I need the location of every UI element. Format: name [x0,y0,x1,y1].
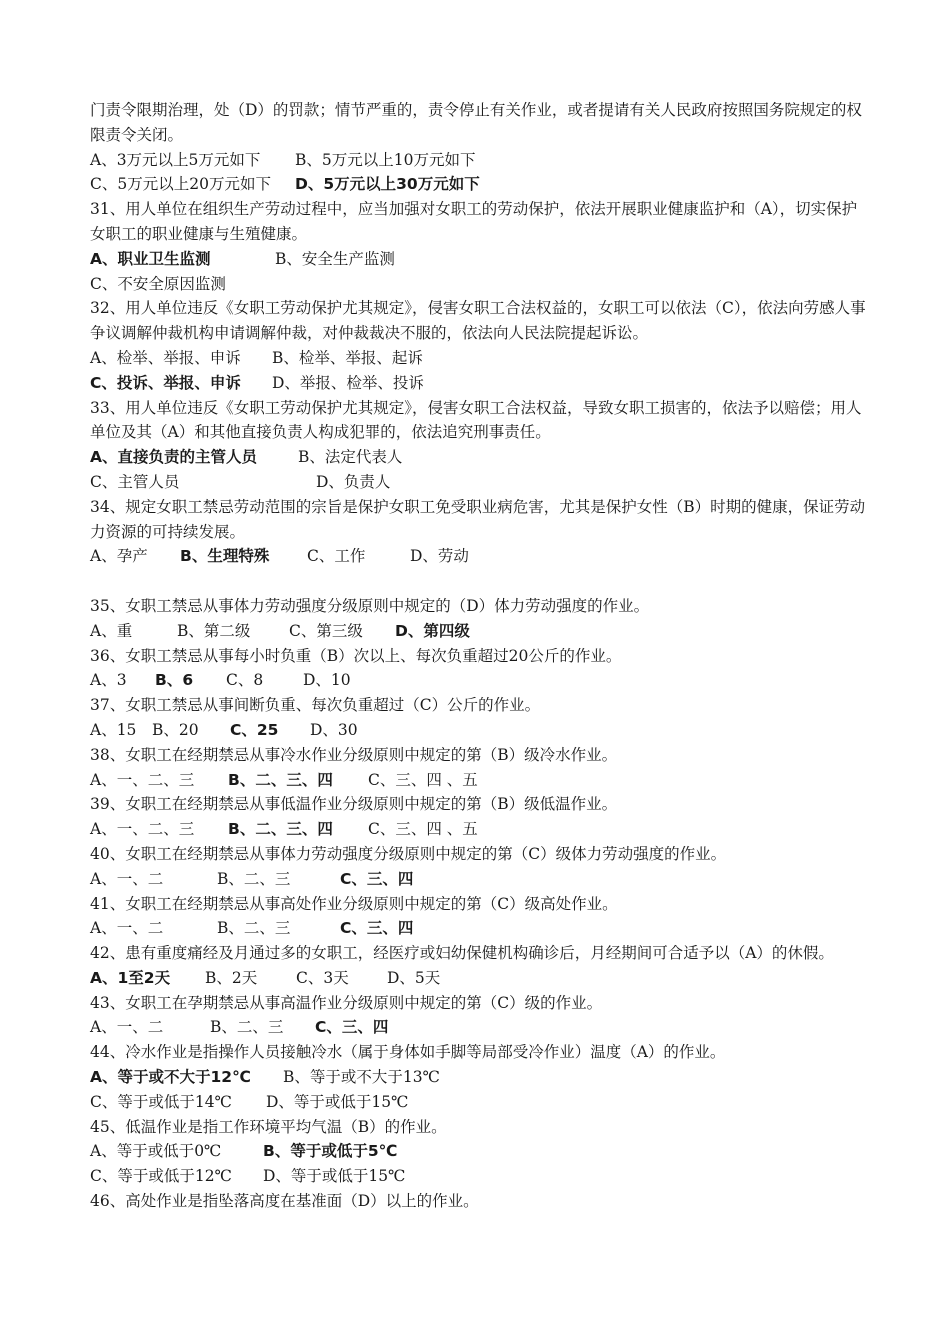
correct-answer-option: C、三、四 [315,1018,389,1037]
answer-option: C、第三级 [289,621,363,640]
answer-option: A、3万元以上5万元如下 [90,150,261,169]
question-text: 41、女职工在经期禁忌从事高处作业分级原则中规定的第（C）级高处作业。 [90,894,618,913]
answer-option: D、等于或低于15℃ [266,1092,409,1111]
answer-options [90,867,870,892]
answer-option: A、一、二 [90,919,164,938]
answer-options [90,346,870,371]
answer-option: C、三、四 、五 [368,770,478,789]
answer-option: A、一、二、三 [90,820,195,839]
answer-option: B、5万元以上10万元如下 [295,150,476,169]
answer-options [90,718,870,743]
answer-option: B、等于或不大于13℃ [283,1068,440,1087]
correct-answer-option: A、直接负责的主管人员 [90,448,257,467]
answer-options [90,619,870,644]
answer-option: C、5万元以上20万元如下 [90,175,271,194]
answer-option: A、重 [90,621,133,640]
correct-answer-option: D、第四级 [395,621,470,640]
answer-option: C、3天 [296,968,349,987]
answer-option: B、二、三 [217,869,291,888]
answer-option: A、15 [90,720,137,739]
question-text: 39、女职工在经期禁忌从事低温作业分级原则中规定的第（B）级低温作业。 [90,795,618,814]
answer-option: B、检举、举报、起诉 [272,348,423,367]
answer-options [90,470,870,495]
answer-option: D、劳动 [410,547,469,566]
answer-option: A、孕产 [90,547,148,566]
correct-answer-option: C、三、四 [340,919,414,938]
answer-option: A、等于或低于0℃ [90,1142,222,1161]
answer-options [90,966,870,991]
answer-option: B、2天 [205,968,258,987]
correct-answer-option: A、职业卫生监测 [90,249,211,268]
answer-option: C、工作 [307,547,366,566]
question-text: 44、冷水作业是指操作人员接触冷水（属于身体如手脚等局部受冷作业）温度（A）的作业。 [90,1043,726,1062]
document-page [90,98,870,1214]
correct-answer-option: B、生理特殊 [180,547,270,566]
correct-answer-option: A、等于或不大于12℃ [90,1068,251,1087]
correct-answer-option: B、等于或低于5℃ [263,1142,398,1161]
answer-option: B、二、三 [217,919,291,938]
answer-option: D、负责人 [316,472,391,491]
question-text: 42、患有重度痛经及月通过多的女职工，经医疗或妇幼保健机构确诊后，月经期间可合适予以（A）的休假。 [90,944,834,963]
answer-option: B、20 [152,720,199,739]
answer-option: C、8 [226,671,264,690]
question-text: 43、女职工在孕期禁忌从事高温作业分级原则中规定的第（C）级的作业。 [90,993,603,1012]
answer-options [90,172,870,197]
answer-options [90,1015,870,1040]
answer-options [90,768,870,793]
question-text: 35、女职工禁忌从事体力劳动强度分级原则中规定的（D）体力劳动强度的作业。 [90,596,650,615]
answer-option: C、等于或低于14℃ [90,1092,232,1111]
answer-options [90,247,870,272]
correct-answer-option: C、三、四 [340,869,414,888]
answer-options [90,817,870,842]
answer-option: B、第二级 [177,621,251,640]
answer-options [90,1164,870,1189]
question-text: 45、低温作业是指工作环境平均气温（B）的作业。 [90,1117,447,1136]
question-text: 40、女职工在经期禁忌从事体力劳动强度分级原则中规定的第（C）级体力劳动强度的作业。 [90,844,727,863]
answer-option: B、二、三 [210,1018,284,1037]
answer-option: C、等于或低于12℃ [90,1167,232,1186]
answer-option: B、法定代表人 [298,448,403,467]
answer-option: B、安全生产监测 [275,249,395,268]
question-text: 34、规定女职工禁忌劳动范围的宗旨是保护女职工免受职业病危害，尤其是保护女性（B）时期的健康，保证劳动力资源的可持续发展。 [90,497,866,541]
answer-options [90,148,870,173]
question-text: 37、女职工禁忌从事间断负重、每次负重超过（C）公斤的作业。 [90,696,541,715]
answer-option: D、举报、检举、投诉 [272,373,424,392]
answer-option: A、一、二、三 [90,770,195,789]
answer-options [90,668,870,693]
correct-answer-option: C、25 [230,720,279,739]
answer-options [90,1139,870,1164]
correct-answer-option: C、投诉、举报、申诉 [90,373,241,392]
answer-option: C、不安全原因监测 [90,274,226,293]
answer-options [90,272,870,297]
question-text: 32、用人单位违反《女职工劳动保护尤其规定》，侵害女职工合法权益的，女职工可以依法（C），依法向劳感人事争议调解仲裁机构申请调解仲裁，对仲裁裁决不服的，依法向人民法院提起诉讼。 [90,299,866,343]
answer-options [90,544,870,569]
correct-answer-option: A、1至2天 [90,968,171,987]
correct-answer-option: B、二、三、四 [228,770,333,789]
answer-option: D、等于或低于15℃ [263,1167,406,1186]
answer-option: D、10 [303,671,351,690]
question-text: 31、用人单位在组织生产劳动过程中，应当加强对女职工的劳动保护，依法开展职业健康监护和（A），切实保护女职工的职业健康与生殖健康。 [90,200,858,243]
answer-option: C、主管人员 [90,472,180,491]
answer-option: C、三、四 、五 [368,820,478,839]
question-text: 38、女职工在经期禁忌从事冷水作业分级原则中规定的第（B）级冷水作业。 [90,745,618,764]
answer-option: A、检举、举报、申诉 [90,348,241,367]
answer-option: A、3 [90,671,127,690]
answer-options [90,1090,870,1115]
correct-answer-option: D、5万元以上30万元如下 [295,175,480,194]
blank-line [90,569,870,594]
answer-options [90,445,870,470]
answer-options [90,1065,870,1090]
answer-option: D、30 [310,720,358,739]
question-text: 33、用人单位违反《女职工劳动保护尤其规定》，侵害女职工合法权益，导致女职工损害的，依法予以赔偿；用人单位及其（A）和其他直接负责人构成犯罪的，依法追究刑事责任。 [90,398,862,442]
answer-options [90,371,870,396]
correct-answer-option: B、6 [155,671,194,690]
answer-option: A、一、二 [90,1018,164,1037]
answer-option: D、5天 [387,968,441,987]
question-text: 46、高处作业是指坠落高度在基准面（D）以上的作业。 [90,1192,479,1211]
correct-answer-option: B、二、三、四 [228,820,333,839]
answer-options [90,916,870,941]
question-text: 门责令限期治理，处（D）的罚款；情节严重的，责令停止有关作业，或者提请有关人民政府按照国务院规定的权限责令关闭。 [90,101,862,144]
question-text: 36、女职工禁忌从事每小时负重（B）次以上、每次负重超过20公斤的作业。 [90,646,622,665]
answer-option: A、一、二 [90,869,164,888]
